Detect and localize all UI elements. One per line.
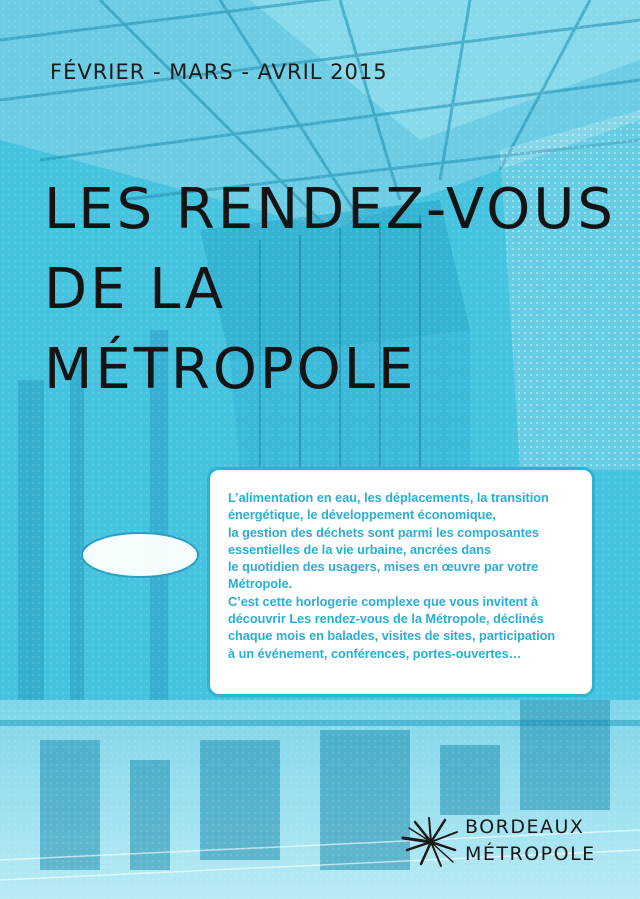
starburst-logo-icon xyxy=(401,816,459,868)
title-line: LES RENDEZ-VOUS xyxy=(44,177,616,242)
logo-text-bordeaux: BORDEAUX xyxy=(465,816,585,838)
intro-line: à un événement, conférences, portes-ouvertes… xyxy=(228,646,522,661)
intro-line: Métropole. xyxy=(228,577,293,592)
intro-line: le quotidien des usagers, mises en œuvre par votre xyxy=(228,560,539,575)
intro-line: essentielles de la vie urbaine, ancrées dans xyxy=(228,542,492,557)
intro-line: C’est cette horlogerie complexe que vous invitent à xyxy=(228,594,539,609)
cover-title xyxy=(44,170,616,410)
intro-line: découvrir Les rendez-vous de la Métropole, déclinés xyxy=(228,612,544,627)
intro-line: chaque mois en balades, visites de sites, participation xyxy=(228,629,556,644)
edition-period: FÉVRIER - MARS - AVRIL 2015 xyxy=(50,60,388,84)
title-line: DE LA xyxy=(44,257,227,322)
intro-line: énergétique, le développement économique, xyxy=(228,508,496,523)
intro-line: la gestion des déchets sont parmi les composantes xyxy=(228,525,539,540)
intro-line: L’alimentation en eau, les déplacements, la transition xyxy=(228,491,549,505)
logo-text-metropole: MÉTROPOLE xyxy=(465,843,596,865)
intro-text-box xyxy=(207,467,595,697)
title-line: MÉTROPOLE xyxy=(44,337,417,402)
bordeaux-metropole-logo xyxy=(401,810,611,870)
